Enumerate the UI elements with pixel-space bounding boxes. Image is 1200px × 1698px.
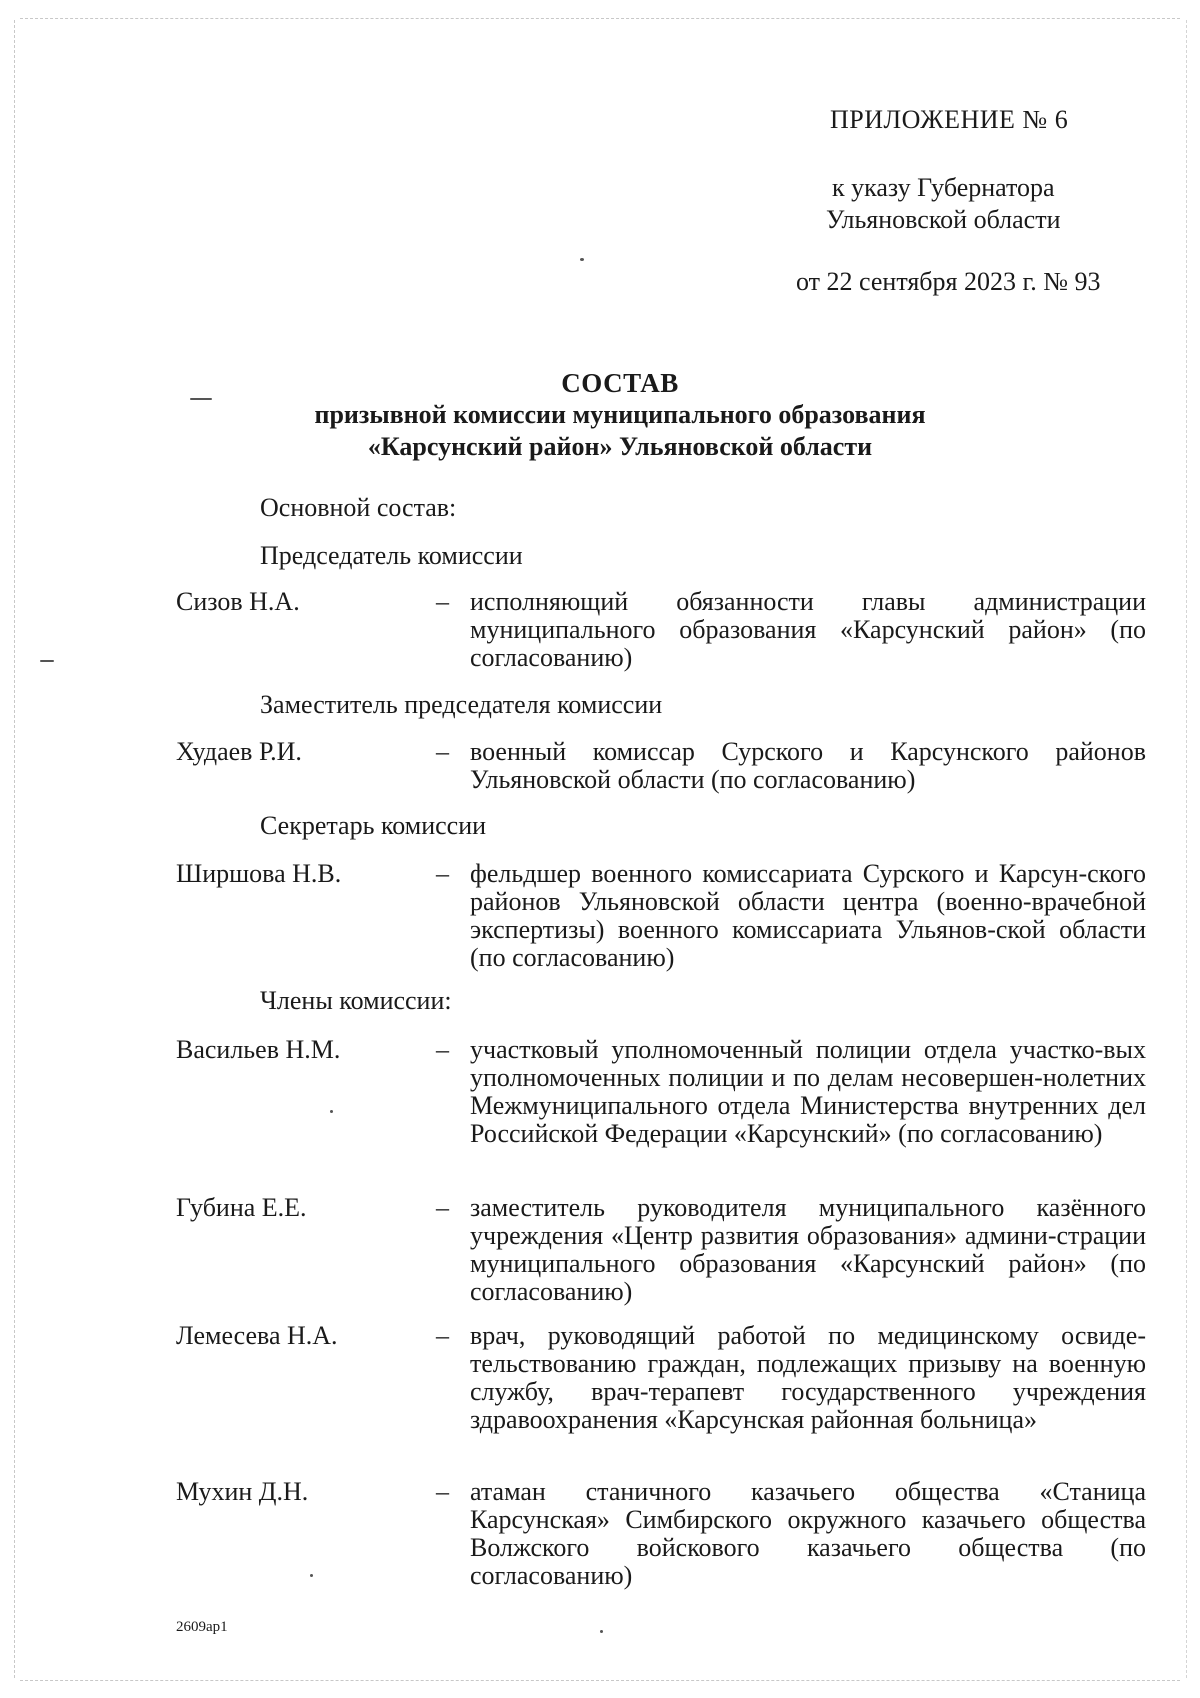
decree-line-2: Ульяновской области xyxy=(826,205,1061,234)
member-name: Мухин Д.Н. xyxy=(176,1477,309,1506)
scan-border-left xyxy=(14,20,15,1678)
member-role: заместитель руководителя муниципального казённого учреждения «Центр развития образования» админи-страции муниципального образования «Карсунский район» (по согласованию) xyxy=(470,1193,1146,1306)
scan-speck xyxy=(40,660,54,662)
member-name: Лемесева Н.А. xyxy=(176,1321,338,1350)
member-row xyxy=(176,859,1146,972)
scan-border-bottom xyxy=(20,1680,1180,1681)
scan-speck xyxy=(580,258,584,261)
document-title: СОСТАВ xyxy=(561,368,679,398)
section-members: Члены комиссии: xyxy=(260,986,452,1015)
scan-speck xyxy=(310,1574,313,1577)
member-role: атаман станичного казачьего общества «Станица Карсунская» Симбирского окружного казачьего общества Волжского войскового казачьего общества (по согласованию) xyxy=(470,1477,1146,1590)
member-row xyxy=(176,1035,1146,1148)
member-dash: – xyxy=(436,859,449,888)
appendix-number: ПРИЛОЖЕНИЕ № 6 xyxy=(830,105,1069,134)
member-name: Губина Е.Е. xyxy=(176,1193,307,1222)
document-subtitle-2: «Карсунский район» Ульяновской области xyxy=(367,432,873,461)
scan-border-top xyxy=(20,18,1180,19)
member-name: Ширшова Н.В. xyxy=(176,859,342,888)
member-dash: – xyxy=(436,1035,449,1064)
scan-speck xyxy=(330,1110,333,1113)
member-dash: – xyxy=(436,1321,449,1350)
section-deputy: Заместитель председателя комиссии xyxy=(260,690,663,719)
member-row xyxy=(176,587,1146,672)
member-row xyxy=(176,1193,1146,1306)
member-role: фельдшер военного комиссариата Сурского и Карсун-ского районов Ульяновской области центра (военно-врачебной экспертизы) военного комиссариата Ульянов-ской области (по согласованию) xyxy=(470,859,1146,972)
member-row xyxy=(176,737,1146,794)
member-role: исполняющий обязанности главы администрации муниципального образования «Карсунский район» (по согласованию) xyxy=(470,587,1146,672)
member-role: военный комиссар Сурского и Карсунского районов Ульяновской области (по согласованию) xyxy=(470,737,1146,794)
member-row xyxy=(176,1477,1146,1590)
member-dash: – xyxy=(436,1477,449,1506)
member-name: Сизов Н.А. xyxy=(176,587,300,616)
member-name: Худаев Р.И. xyxy=(176,737,302,766)
document-code: 2609ap1 xyxy=(176,1619,228,1635)
member-row xyxy=(176,1321,1146,1434)
decree-date: от 22 сентября 2023 г. № 93 xyxy=(796,267,1101,296)
member-dash: – xyxy=(436,737,449,766)
section-secretary: Секретарь комиссии xyxy=(260,811,487,840)
member-dash: – xyxy=(436,587,449,616)
member-role: участковый уполномоченный полиции отдела участко-вых уполномоченных полиции и по делам несовершен-нолетних Межмуниципального отдела Министерства внутренних дел Российской Федерации «Карсунский» (по согласованию) xyxy=(470,1035,1146,1148)
member-dash: – xyxy=(436,1193,449,1222)
document-subtitle-1: призывной комиссии муниципального образования xyxy=(314,400,926,429)
member-role: врач, руководящий работой по медицинскому освиде-тельствованию граждан, подлежащих призыву на военную службу, врач-терапевт государственного учреждения здравоохранения «Карсунская районная больница» xyxy=(470,1321,1146,1434)
scan-speck xyxy=(600,1630,603,1633)
section-main-composition: Основной состав: xyxy=(260,493,457,522)
section-chairman: Председатель комиссии xyxy=(260,541,523,570)
decree-line-1: к указу Губернатора xyxy=(832,173,1055,202)
scan-border-right xyxy=(1186,20,1187,1678)
member-name: Васильев Н.М. xyxy=(176,1035,341,1064)
